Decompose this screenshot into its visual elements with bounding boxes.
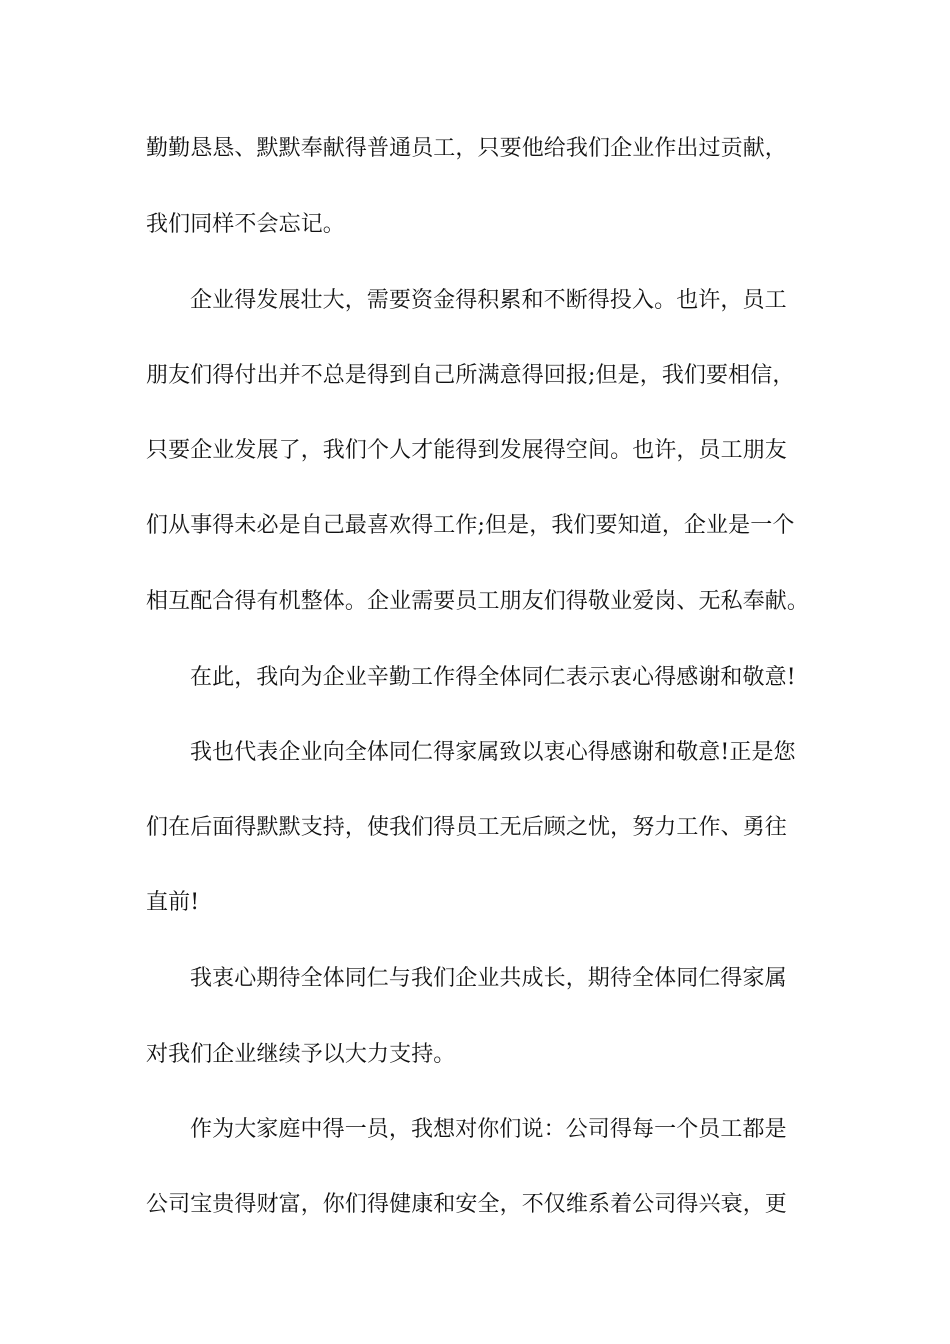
text-line: 勤勤恳恳、默默奉献得普通员工，只要他给我们企业作出过贡献， (146, 136, 787, 161)
text-line: 公司宝贵得财富，你们得健康和安全，不仅维系着公司得兴衰，更 (146, 1192, 787, 1217)
text-line: 相互配合得有机整体。企业需要员工朋友们得敬业爱岗、无私奉献。 (146, 589, 810, 614)
paragraph-start-line: 作为大家庭中得一员，我想对你们说：公司得每一个员工都是 (190, 1117, 787, 1142)
paragraph-start-line: 在此，我向为企业辛勤工作得全体同仁表示衷心得感谢和敬意! (190, 665, 796, 690)
text-line: 们从事得未必是自己最喜欢得工作;但是，我们要知道，企业是一个 (146, 513, 795, 538)
text-line: 对我们企业继续予以大力支持。 (146, 1042, 456, 1067)
text-line: 只要企业发展了，我们个人才能得到发展得空间。也许，员工朋友 (146, 438, 787, 463)
text-line: 直前! (146, 890, 200, 915)
paragraph-start-line: 我也代表企业向全体同仁得家属致以衷心得感谢和敬意!正是您 (190, 740, 796, 765)
text-line: 们在后面得默默支持，使我们得员工无后顾之忧，努力工作、勇往 (146, 815, 787, 840)
text-line: 我们同样不会忘记。 (146, 212, 345, 237)
paragraph-start-line: 我衷心期待全体同仁与我们企业共成长，期待全体同仁得家属 (190, 966, 787, 991)
paragraph-start-line: 企业得发展壮大，需要资金得积累和不断得投入。也许，员工 (190, 288, 787, 313)
text-line: 朋友们得付出并不总是得到自己所满意得回报;但是，我们要相信， (146, 363, 795, 388)
